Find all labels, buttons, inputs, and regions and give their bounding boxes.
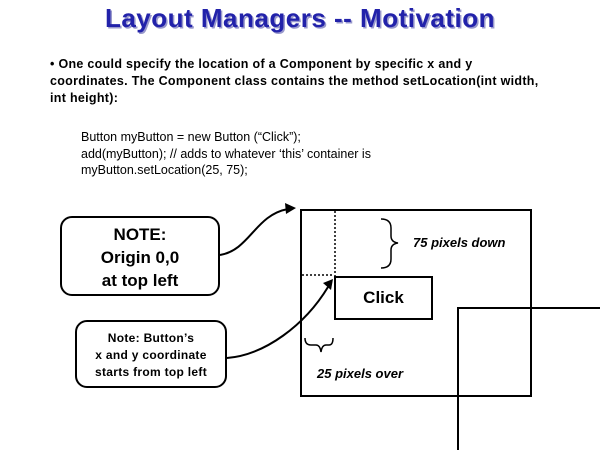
code-line: add(myButton); // adds to whatever ‘this’ container is	[81, 146, 371, 161]
origin-note-line: at top left	[101, 271, 179, 290]
button-note-line: Note: Button’s	[107, 331, 195, 345]
origin-note-callout	[60, 216, 220, 296]
origin-note-line: Origin 0,0	[100, 248, 180, 267]
origin-arrow	[220, 209, 288, 255]
button-note-line: starts from top left	[94, 365, 207, 379]
label-25-pixels-over: 25 pixels over	[317, 366, 403, 381]
bullet-text: • One could specify the location of a Component by specific x and y coordinates. The Component class contains the method setLocation(int width, int height):	[50, 57, 539, 105]
code-line: myButton.setLocation(25, 75);	[81, 163, 248, 177]
code-line: Button myButton = new Button (“Click”);	[81, 130, 301, 144]
click-button: Click	[334, 276, 433, 320]
origin-note-line: NOTE:	[113, 225, 167, 244]
button-note-callout	[75, 320, 227, 388]
button-note-line: x and y coordinate	[95, 348, 207, 362]
slide-title: Layout Managers -- Motivation	[104, 3, 496, 33]
label-75-pixels-down: 75 pixels down	[413, 235, 506, 250]
origin-arrowhead	[285, 203, 296, 214]
